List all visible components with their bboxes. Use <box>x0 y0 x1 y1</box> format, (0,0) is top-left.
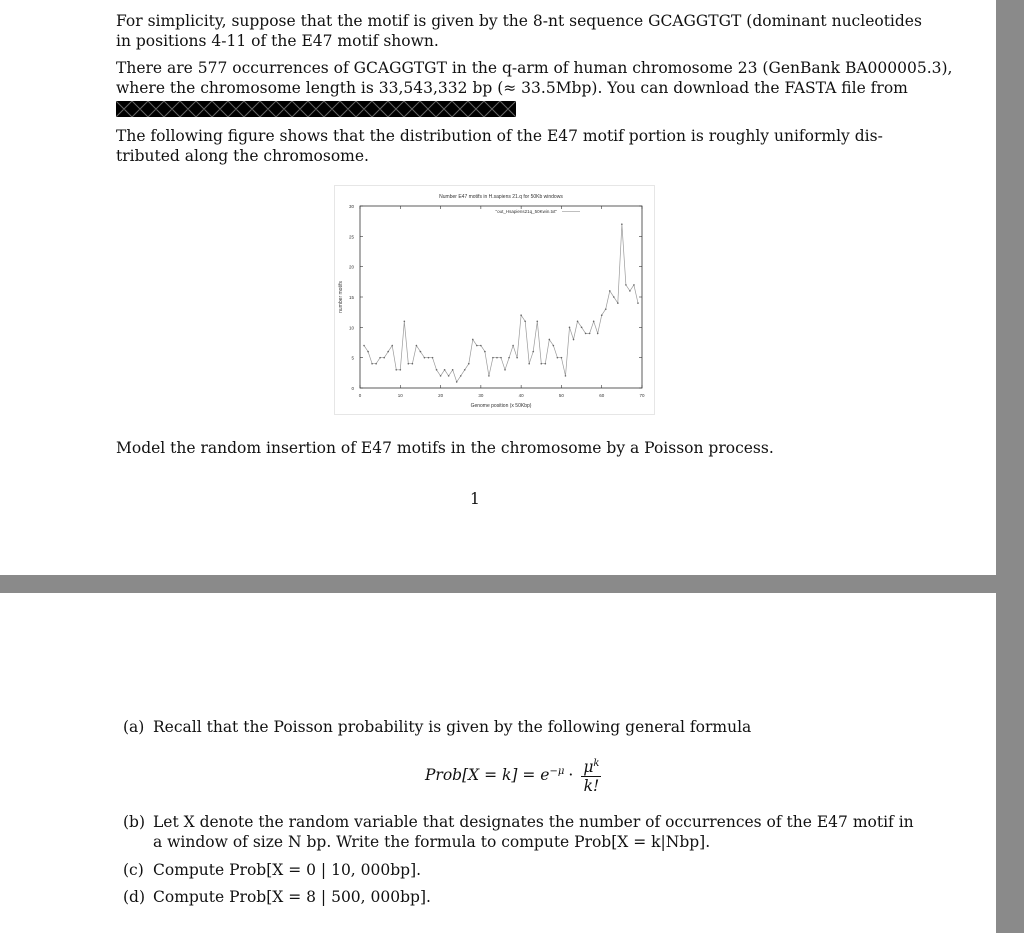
data-point <box>464 369 466 371</box>
data-point <box>452 369 454 371</box>
data-point <box>436 369 438 371</box>
data-point <box>528 363 530 365</box>
data-point <box>613 296 615 298</box>
data-point <box>540 363 542 365</box>
y-tick-label: 10 <box>348 325 354 331</box>
data-point <box>617 302 619 304</box>
data-point <box>601 314 603 316</box>
data-point <box>581 327 583 329</box>
x-axis-label: Genome position (x 50Kbp) <box>470 403 532 409</box>
data-point <box>625 284 627 286</box>
page-number: 1 <box>470 490 480 508</box>
data-point <box>448 375 450 377</box>
data-point <box>516 357 518 359</box>
y-tick-label: 5 <box>351 355 354 361</box>
data-point <box>637 302 639 304</box>
data-point <box>597 333 599 335</box>
data-point <box>367 351 369 353</box>
paragraph-motif: For simplicity, suppose that the motif is given by the 8-nt sequence GCAGGTGT (dominant nucleotides in positions 4-11 of the E47 motif shown. <box>116 12 922 50</box>
formula-fraction: $\frac{\mu^k}{k!}$ <box>581 755 601 795</box>
chart-title: Number E47 motifs in H.sapiens 21.q for 50Kb windows <box>439 194 563 200</box>
data-point <box>569 327 571 329</box>
plot-frame <box>360 206 642 388</box>
data-point <box>609 290 611 292</box>
data-point <box>573 339 575 341</box>
y-axis-label: number motifs <box>338 281 344 313</box>
x-tick-label: 70 <box>639 393 645 398</box>
data-point <box>440 375 442 377</box>
data-point <box>375 363 377 365</box>
y-tick-label: 25 <box>348 234 354 240</box>
data-point <box>480 345 482 347</box>
data-point <box>412 363 414 365</box>
data-point <box>504 369 506 371</box>
data-point <box>633 284 635 286</box>
data-point <box>484 351 486 353</box>
data-point <box>496 357 498 359</box>
data-point <box>492 357 494 359</box>
data-point <box>460 375 462 377</box>
data-point <box>432 357 434 359</box>
data-point <box>399 369 401 371</box>
paragraph-poisson-model: Model the random insertion of E47 motifs in the chromosome by a Poisson process. <box>116 439 774 457</box>
data-point <box>512 345 514 347</box>
x-tick-label: 20 <box>438 393 444 398</box>
motif-distribution-chart <box>335 186 654 414</box>
data-point <box>383 357 385 359</box>
data-point <box>395 369 397 371</box>
data-point <box>565 375 567 377</box>
chart-svg <box>335 186 654 414</box>
paragraph-occurrences: There are 577 occurrences of GCAGGTGT in the q-arm of human chromosome 23 (GenBank BA000005.3), where the chromosome length is 33,543,332 bp (≈ 33.5Mbp). You can download the FASTA file from <box>116 59 953 97</box>
data-point <box>549 339 551 341</box>
data-point <box>593 320 595 322</box>
data-point <box>444 369 446 371</box>
x-tick-label: 40 <box>518 393 524 398</box>
data-point <box>561 357 563 359</box>
question-d: (d) Compute Prob[X = 8 | 500, 000bp]. <box>123 888 431 906</box>
data-point <box>408 363 410 365</box>
data-point <box>629 290 631 292</box>
redaction-pattern-icon <box>116 101 516 117</box>
data-point <box>391 345 393 347</box>
data-point <box>424 357 426 359</box>
data-point <box>545 363 547 365</box>
y-tick-label: 0 <box>351 386 354 391</box>
data-point <box>428 357 430 359</box>
paragraph-figure-intro: The following figure shows that the distribution of the E47 motif portion is roughly uniformly dis- tributed along the chromosome. <box>116 127 883 165</box>
question-b: (b) Let X denote the random variable that designates the number of occurrences of the E47 motif in a window of size N bp. Write the formula to compute Prob[X = k|Nbp]. <box>123 813 914 851</box>
x-tick-label: 50 <box>558 393 564 398</box>
y-tick-label: 20 <box>348 264 354 270</box>
data-point <box>520 314 522 316</box>
data-point <box>420 351 422 353</box>
data-point <box>387 351 389 353</box>
data-point <box>363 345 365 347</box>
x-tick-label: 30 <box>478 393 484 398</box>
data-point <box>468 363 470 365</box>
question-a: (a) Recall that the Poisson probability is given by the following general formula <box>123 718 752 736</box>
data-point <box>416 345 418 347</box>
data-point <box>621 223 623 225</box>
data-point <box>536 320 538 322</box>
data-point <box>472 339 474 341</box>
data-point <box>589 333 591 335</box>
data-point <box>456 381 458 383</box>
x-tick-label: 10 <box>397 393 403 398</box>
data-point <box>508 357 510 359</box>
data-point <box>404 320 406 322</box>
data-point <box>577 320 579 322</box>
data-point <box>524 320 526 322</box>
poisson-formula: Prob[X = k] = e $^{-\mu}$ · $\frac{\mu^k}{k!}$ <box>425 755 601 795</box>
y-tick-label: 15 <box>348 295 354 300</box>
data-point <box>371 363 373 365</box>
data-point <box>532 351 534 353</box>
question-c: (c) Compute Prob[X = 0 | 10, 000bp]. <box>123 861 422 879</box>
x-tick-label: 60 <box>599 393 605 398</box>
data-point <box>605 308 607 310</box>
data-point <box>553 345 555 347</box>
redaction-bar <box>116 101 516 117</box>
data-point <box>557 357 559 359</box>
data-point <box>488 375 490 377</box>
legend-label: "out_Hsapiens21q_50Kwin.txt" <box>495 209 557 214</box>
x-tick-label: 0 <box>358 393 362 398</box>
y-tick-label: 30 <box>348 204 354 209</box>
data-point <box>500 357 502 359</box>
data-point <box>476 345 478 347</box>
data-point <box>585 333 587 335</box>
data-point <box>379 357 381 359</box>
